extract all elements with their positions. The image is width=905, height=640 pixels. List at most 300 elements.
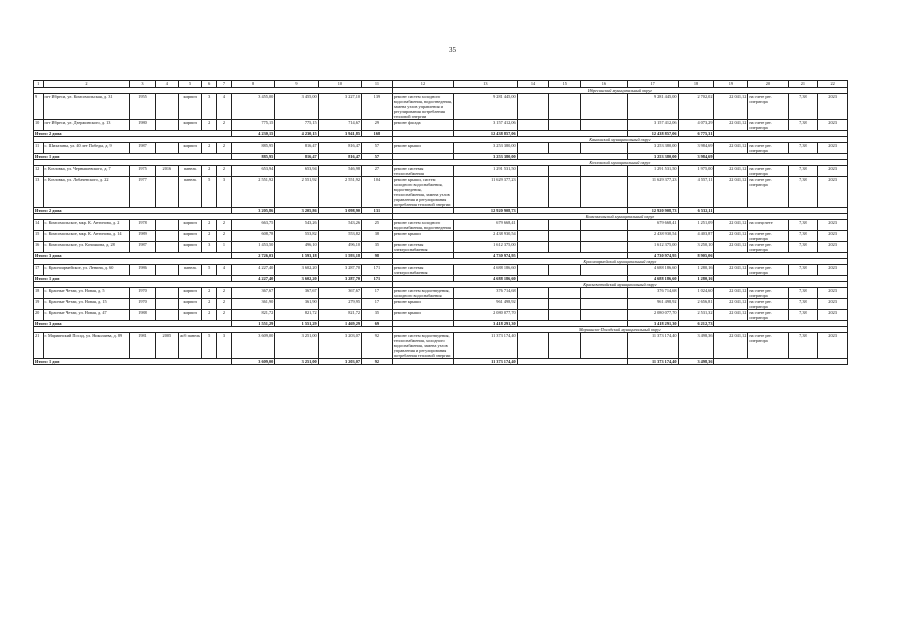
table-cell: 2 [217,120,232,131]
table-cell: 1 [217,242,232,253]
table-cell: панель [178,177,201,208]
table-cell: 653,94 [231,166,274,177]
table-cell [517,220,549,231]
table-cell: 2023 [818,333,848,359]
column-number: 5 [178,81,201,88]
column-number: 18 [678,81,714,88]
table-cell: с. Шихазаны, ул. 40 лет Победы, д. 9 [43,143,130,154]
table-cell: 3 [202,242,217,253]
table-cell: 2 [217,166,232,177]
total-cell: 1 551,29 [275,321,318,327]
column-number: 1 [34,81,44,88]
table-cell: панель [178,166,201,177]
total-label: Итого: 2 дома [34,208,232,214]
table-cell [155,242,178,253]
table-cell: 22 041,12 [714,265,748,276]
column-number: 8 [231,81,274,88]
table-cell: 171 [362,265,393,276]
table-cell: 361,90 [231,299,274,310]
total-cell: 57 [362,154,393,160]
table-cell: 3 455,00 [231,94,274,120]
table-cell: 22 041,12 [714,299,748,310]
total-cell: 4 230,15 [275,131,318,137]
total-cell: 3 418 291,30 [627,321,678,327]
table-cell: 7,38 [788,299,818,310]
table-cell: 3 157 412,06 [627,120,678,131]
district-title: Ибресинский муниципальный округ [392,88,847,94]
total-cell: 4 688 186,60 [454,276,518,282]
table-cell: 2023 [818,310,848,321]
column-number: 6 [202,81,217,88]
table-cell: 3 253 380,00 [627,143,678,154]
table-cell [581,231,628,242]
table-cell: 2 [217,220,232,231]
table-cell [155,120,178,131]
table-cell: 14 [34,220,44,231]
table-cell [581,265,628,276]
table-cell: 20 [34,310,44,321]
total-cell: 3 205,86 [231,208,274,214]
table-cell: 608,78 [231,231,274,242]
table-row [34,94,848,120]
table-cell: 2023 [818,177,848,208]
total-cell: 885,95 [231,154,274,160]
table-cell [581,242,628,253]
column-number: 21 [788,81,818,88]
table-cell: 2 [217,299,232,310]
table-cell: кирпич [178,242,201,253]
table-cell: г. Козловка, ул. Чернышевского, д. 7 [43,166,130,177]
table-cell: на счете рег. оператора [748,242,788,253]
total-cell: 3 098,90 [318,208,361,214]
table-cell: 25 [362,220,393,231]
table-cell: 1 024,60 [678,288,714,299]
total-cell: 11 373 174,40 [454,359,518,365]
table-cell: г. Козловка, ул. Лобачевского, д. 22 [43,177,130,208]
table-cell: 22 041,12 [714,333,748,359]
column-number: 14 [517,81,549,88]
table-cell: с. Комсомольское, ул. Кочоякова, д. 28 [43,242,130,253]
table-cell: кирпич [178,120,201,131]
table-cell: 679 668,41 [627,220,678,231]
table-cell: 1 453,50 [231,242,274,253]
table-cell: кирпич [178,231,201,242]
total-cell: 1 469,29 [318,321,361,327]
column-number: 3 [130,81,155,88]
table-cell: 12 [34,166,44,177]
table-cell: 775,15 [275,120,318,131]
table-cell: 376 714,68 [454,288,518,299]
table-cell [155,94,178,120]
total-cell: 816,47 [318,154,361,160]
table-cell: пгт Ибреси, ул. Комсомольская, д. 31 [43,94,130,120]
table-cell: 2023 [818,220,848,231]
table-cell: 1 291 531,50 [627,166,678,177]
table-cell: 92 [362,333,393,359]
table-cell: ремонт систем холодного водоснабжения, водоотведения, замена узлов управления и регулирования потребления тепловой энергии [393,94,452,119]
table-cell: 22 041,12 [714,94,748,120]
table-cell: 10 [34,120,44,131]
district-title: Красноармейский муниципальный округ [392,259,847,265]
column-number: 4 [155,81,178,88]
total-cell: 4 730 974,95 [627,253,678,259]
table-cell [155,288,178,299]
table-cell: 3 203,07 [318,333,361,359]
table-cell: 13 [34,177,44,208]
table-cell: 22 041,12 [714,310,748,321]
table-cell: на спецсчете [748,220,788,231]
column-number: 22 [818,81,848,88]
table-cell: ремонт системы теплоснабжения [392,166,453,177]
column-number: 19 [714,81,748,88]
table-cell: на счете рег. оператора [748,333,788,359]
total-cell: 1 280,16 [678,276,714,282]
table-cell: 17 [362,288,393,299]
table-cell: 2005 [155,333,178,359]
table-row [34,242,848,253]
total-cell: 168 [362,131,393,137]
table-cell: 821,72 [231,310,274,321]
table-cell: 2023 [818,299,848,310]
table-cell: 3 [217,333,232,359]
total-cell: 3 984,69 [678,154,714,160]
table-cell: 35 [362,242,393,253]
table-cell: 29 [362,120,393,131]
table-cell: 22 041,12 [714,120,748,131]
table-cell: 11 373 174,40 [627,333,678,359]
table-cell: 1 612 375,00 [627,242,678,253]
table-cell: с. Комсомольское, мкр. К. Антонова, д. 2 [43,220,130,231]
table-cell: 3 [202,94,217,120]
table-cell: 1977 [130,177,155,208]
total-cell: 12 920 908,73 [454,208,518,214]
total-label: Итого: 2 дома [34,131,232,137]
total-cell: 6 532,11 [678,208,714,214]
table-cell [581,143,628,154]
total-label: Итого: 1 дом [34,276,232,282]
table-cell: ремонт крыши [392,310,453,321]
table-cell: 2 [217,231,232,242]
table-cell: 4 227,40 [231,265,274,276]
table-cell: кирпич [178,220,201,231]
table-cell: 15 [34,231,44,242]
table-cell: с. Красноармейское, ул. Ленина, д. 60 [43,265,130,276]
table-cell: 3 602,20 [275,265,318,276]
table-cell: на счете рег. оператора [748,299,788,310]
table-cell: 3 [217,177,232,208]
table-cell: 2 [202,288,217,299]
table-row [34,231,848,242]
table-cell: 821,72 [275,310,318,321]
table-cell: 22 041,12 [714,177,748,208]
table-cell: 18 [34,288,44,299]
table-cell: 2023 [818,94,848,120]
table-cell: 2023 [818,242,848,253]
column-number: 7 [217,81,232,88]
table-row [34,299,848,310]
table-cell: 2 [217,310,232,321]
table-cell [517,177,549,208]
total-cell: 12 920 908,73 [627,208,678,214]
table-cell [549,242,581,253]
table-cell: 653,94 [275,166,318,177]
table-cell [549,166,581,177]
table-cell: 4 688 186,60 [627,265,678,276]
total-cell: 3 253 380,00 [454,154,518,160]
table-cell: 22 041,12 [714,143,748,154]
table-cell: на счете рег. оператора [748,310,788,321]
total-cell: 12 438 857,06 [454,131,518,137]
table-cell: 1988 [130,310,155,321]
table-cell [581,166,628,177]
total-cell: 4 227,40 [231,276,274,282]
table-cell: 22 041,12 [714,231,748,242]
table-row [34,120,848,131]
table-cell: 9 281 445,00 [627,94,678,120]
table-cell: 496,10 [318,242,361,253]
table-cell: 2 [202,231,217,242]
table-cell: 1987 [130,242,155,253]
table-cell [581,310,628,321]
table-cell: с. Комсомольское, мкр. К. Антонова, д. 14 [43,231,130,242]
table-cell: 21 [34,333,44,359]
table-cell [155,299,178,310]
total-cell [392,359,453,365]
table-cell: 5 [202,265,217,276]
table-cell: ремонт систем холодного водоснабжения, водоотведения [392,220,453,231]
table-cell: на счете рег. оператора [748,231,788,242]
table-row [34,220,848,231]
table-cell: 5 [202,333,217,359]
total-cell: 6 212,73 [678,321,714,327]
table-cell [155,265,178,276]
column-number: 17 [627,81,678,88]
table-cell: 4 403,87 [678,231,714,242]
table-cell: 2 551,92 [318,177,361,208]
total-cell: 3 287,70 [318,276,361,282]
column-number: 13 [454,81,518,88]
table-cell: 3 984,69 [678,143,714,154]
table-cell: 2 [202,220,217,231]
column-number: 15 [549,81,581,88]
table-cell: 821,72 [318,310,361,321]
table-cell: ремонт систем водоотведения, холодного водоснабжения [392,288,453,299]
table-cell: 11 [34,143,44,154]
table-cell [549,288,581,299]
table-row [34,143,848,154]
table-cell: 4 [217,94,232,120]
column-number: 2 [43,81,130,88]
district-title: Красночетайский муниципальный округ [392,282,847,288]
table-cell: 4 [217,265,232,276]
table-cell: с. Красные Четаи, ул. Новая, д. 5 [43,288,130,299]
table-cell: 22 041,12 [714,166,748,177]
table-cell: ремонт фасада [392,120,453,131]
table-cell: 2023 [818,143,848,154]
table-cell [549,220,581,231]
table-cell: 816,47 [275,143,318,154]
table-cell: кирпич [178,94,201,120]
table-cell: 1 612 375,00 [454,242,518,253]
total-cell: 3 205,86 [275,208,318,214]
table-cell: 7,38 [788,177,818,208]
table-cell: на счете рег. оператора [748,288,788,299]
table-row [34,177,848,208]
column-number: 11 [362,81,393,88]
table-cell [517,333,549,359]
district-title: Комсомольский муниципальный округ [392,214,847,220]
table-cell: 885,95 [231,143,274,154]
table-cell: 2023 [818,166,848,177]
total-cell: 69 [362,321,393,327]
table-cell [517,143,549,154]
table-cell: 2 [217,288,232,299]
table-cell: 11 373 174,40 [454,333,518,359]
total-cell: 98 [362,253,393,259]
table-cell: 104 [362,177,393,208]
table-cell: с. Красные Четаи, ул. Новая, д. 47 [43,310,130,321]
table-cell: 3 287,70 [318,265,361,276]
table-cell: 553,82 [275,231,318,242]
total-cell: 171 [362,276,393,282]
table-cell: 663,75 [231,220,274,231]
table-cell: 961 498,92 [627,299,678,310]
table-cell: 543,26 [318,220,361,231]
table-cell: на счете рег. оператора [748,166,788,177]
table-cell: кирпич [178,288,201,299]
table-cell: 1970 [130,288,155,299]
table-cell: 1986 [130,265,155,276]
table-cell [581,288,628,299]
total-cell: 3 602,20 [275,276,318,282]
table-cell [517,310,549,321]
total-cell: 1 593,18 [318,253,361,259]
table-cell: ремонт крыши [392,143,453,154]
total-cell: 6 775,31 [678,131,714,137]
table-cell [517,299,549,310]
table-cell: 775,15 [231,120,274,131]
table-cell: 7,38 [788,143,818,154]
table-cell: 2 438 930,54 [627,231,678,242]
table-cell: 367,67 [275,288,318,299]
table-cell: 2 080 077,70 [454,310,518,321]
table-cell: 2016 [155,166,178,177]
table-cell: 367,67 [231,288,274,299]
table-cell: 553,82 [318,231,361,242]
table-cell: 1 280,16 [678,265,714,276]
table-cell: на счете рег. оператора [748,120,788,131]
table-cell: 4 557,11 [678,177,714,208]
table-cell [549,120,581,131]
table-cell: 2 [202,166,217,177]
table-cell: 1989 [130,231,155,242]
table-cell: 961 498,92 [454,299,518,310]
table-cell: на счете рег. оператора [748,265,788,276]
table-cell: 376 714,68 [627,288,678,299]
total-label: Итого: 1 дом [34,154,232,160]
table-cell: 17 [34,265,44,276]
table-cell: 367,67 [318,288,361,299]
total-cell: 4 230,15 [231,131,274,137]
total-cell: 4 688 186,60 [627,276,678,282]
table-cell: кирпич [178,299,201,310]
table-cell [549,265,581,276]
page-number: 35 [449,46,456,54]
table-cell [581,299,628,310]
table-cell: ремонт систем водоотведения, теплоснабжения, холодного водоснабжения, замена узлов управления и регулирования потребления тепловой энергии [392,333,453,359]
total-cell: 2 726,03 [231,253,274,259]
total-row [34,359,848,365]
total-cell: 3 203,07 [318,359,361,365]
table-cell: 3 498,36 [678,333,714,359]
table-cell: ремонт крыши [392,299,453,310]
table-cell: панель [178,265,201,276]
table-cell [549,177,581,208]
table-cell: 57 [362,143,393,154]
total-cell: 3 418 291,30 [454,321,518,327]
total-cell: 3 253 380,00 [627,154,678,160]
table-cell: 3 251,00 [275,333,318,359]
table-cell: ремонт системы электроснабжения [392,242,453,253]
table-row [34,166,848,177]
table-cell: 22 041,12 [714,288,748,299]
table-cell: 17 [362,299,393,310]
table-cell: 1987 [130,143,155,154]
table-cell: 714,67 [318,120,361,131]
table-cell: 2 [202,310,217,321]
table-cell [549,299,581,310]
table-cell: 7,38 [788,120,818,131]
table-cell [517,120,549,131]
table-cell [517,242,549,253]
total-cell: 1 551,29 [231,321,274,327]
table-cell [549,310,581,321]
total-cell: 3 609,00 [231,359,274,365]
district-title: Козловский муниципальный округ [392,160,847,166]
table-cell [549,333,581,359]
table-cell: 7,38 [788,220,818,231]
total-cell: 3 941,85 [318,131,361,137]
table-cell [155,177,178,208]
table-cell: 7,38 [788,231,818,242]
total-label: Итого: 3 дома [34,253,232,259]
table-cell: 361,90 [275,299,318,310]
table-cell [517,231,549,242]
table-cell: 9 281 445,00 [454,94,518,120]
table-cell: 1 975,00 [678,166,714,177]
table-cell: 2023 [818,288,848,299]
table-cell [581,220,628,231]
table-cell [549,94,581,120]
table-row [34,288,848,299]
table-cell: 27 [362,166,393,177]
table-cell: г. Мариинский Посад, ул. Николаева, д. 89 [43,333,130,359]
table-cell [581,120,628,131]
table-cell: на счете рег. оператора [748,94,788,120]
table-cell: 816,47 [318,143,361,154]
table-cell: 4 073,29 [678,120,714,131]
table-cell: 2 [202,120,217,131]
total-cell: 3 498,36 [678,359,714,365]
table-cell [581,94,628,120]
table-cell: кирпич [178,310,201,321]
total-cell: 3 251,00 [275,359,318,365]
table-cell: 2 531,32 [678,310,714,321]
table-cell: ремонт крыши [392,231,453,242]
table-cell: 1955 [130,94,155,120]
table-cell: 5 [202,177,217,208]
table-cell [155,143,178,154]
